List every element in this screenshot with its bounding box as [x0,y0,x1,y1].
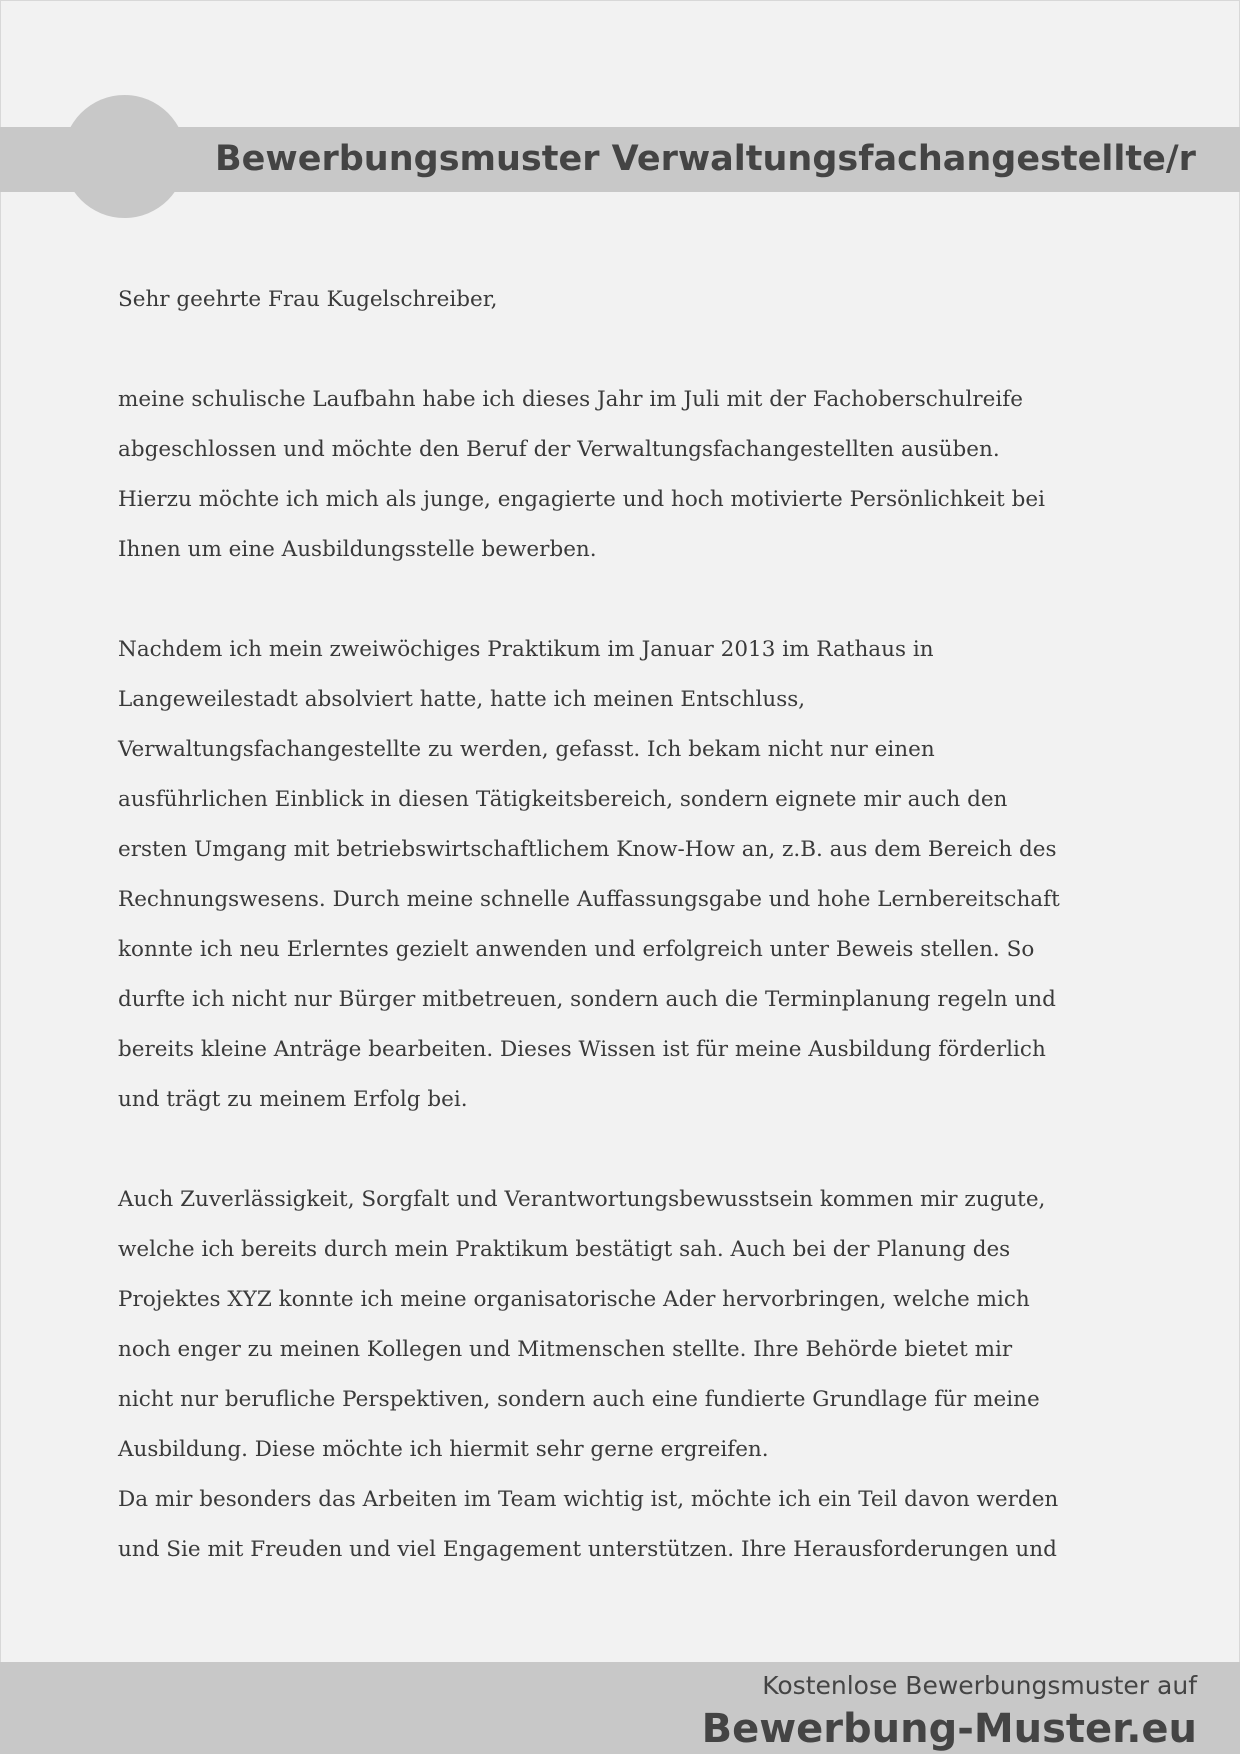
footer-tagline: Kostenlose Bewerbungsmuster auf [762,1671,1197,1700]
paragraph-line: Hierzu möchte ich mich als junge, engagierte und hoch motivierte Persönlichkeit bei [118,487,1046,512]
paragraph-line: Rechnungswesens. Durch meine schnelle Auffassungsgabe und hohe Lernbereitschaft [118,887,1060,912]
header-circle-decoration [63,95,186,218]
paragraph-line: noch enger zu meinen Kollegen und Mitmenschen stellte. Ihre Behörde bietet mir [118,1337,1013,1362]
paragraph-line: und Sie mit Freuden und viel Engagement unterstützen. Ihre Herausforderungen und [118,1537,1057,1562]
page-title: Bewerbungsmuster Verwaltungsfachangestellte/r [215,139,1196,179]
paragraph-line: Verwaltungsfachangestellte zu werden, gefasst. Ich bekam nicht nur einen [118,737,935,762]
paragraph-1 [118,375,1128,575]
paragraph-line: Nachdem ich mein zweiwöchiges Praktikum im Januar 2013 im Rathaus in [118,637,934,662]
paragraph-line: meine schulische Laufbahn habe ich dieses Jahr im Juli mit der Fachoberschulreife [118,387,1023,412]
paragraph-line: Ihnen um eine Ausbildungsstelle bewerben. [118,537,597,562]
paragraph-line: durfte ich nicht nur Bürger mitbetreuen, sondern auch die Terminplanung regeln und [118,987,1056,1012]
footer-site-name: Bewerbung-Muster.eu [701,1706,1197,1752]
paragraph-line: ausführlichen Einblick in diesen Tätigkeitsbereich, sondern eignete mir auch den [118,787,1008,812]
paragraph-line: Langeweilestadt absolviert hatte, hatte ich meinen Entschluss, [118,687,806,712]
paragraph-line: konnte ich neu Erlerntes gezielt anwenden und erfolgreich unter Beweis stellen. So [118,937,1035,962]
salutation: Sehr geehrte Frau Kugelschreiber, [118,287,498,312]
paragraph-line: bereits kleine Anträge bearbeiten. Dieses Wissen ist für meine Ausbildung förderlich [118,1037,1046,1062]
paragraph-2 [118,625,1128,1125]
paragraph-3 [118,1175,1128,1475]
paragraph-line: abgeschlossen und möchte den Beruf der Verwaltungsfachangestellten ausüben. [118,437,1000,462]
paragraph-line: welche ich bereits durch mein Praktikum bestätigt sah. Auch bei der Planung des [118,1237,1011,1262]
paragraph-line: Auch Zuverlässigkeit, Sorgfalt und Verantwortungsbewusstsein kommen mir zugute, [118,1187,1046,1212]
letter-body [118,275,1128,1575]
paragraph-line: Da mir besonders das Arbeiten im Team wichtig ist, möchte ich ein Teil davon werden [118,1487,1059,1512]
paragraph-line: Projektes XYZ konnte ich meine organisatorische Ader hervorbringen, welche mich [118,1287,1030,1312]
paragraph-4 [118,1475,1128,1575]
paragraph-line: ersten Umgang mit betriebswirtschaftlichem Know-How an, z.B. aus dem Bereich des [118,837,1057,862]
paragraph-line: und trägt zu meinem Erfolg bei. [118,1087,468,1112]
paragraph-line: nicht nur berufliche Perspektiven, sondern auch eine fundierte Grundlage für meine [118,1387,1040,1412]
paragraph-line: Ausbildung. Diese möchte ich hiermit sehr gerne ergreifen. [118,1437,769,1462]
